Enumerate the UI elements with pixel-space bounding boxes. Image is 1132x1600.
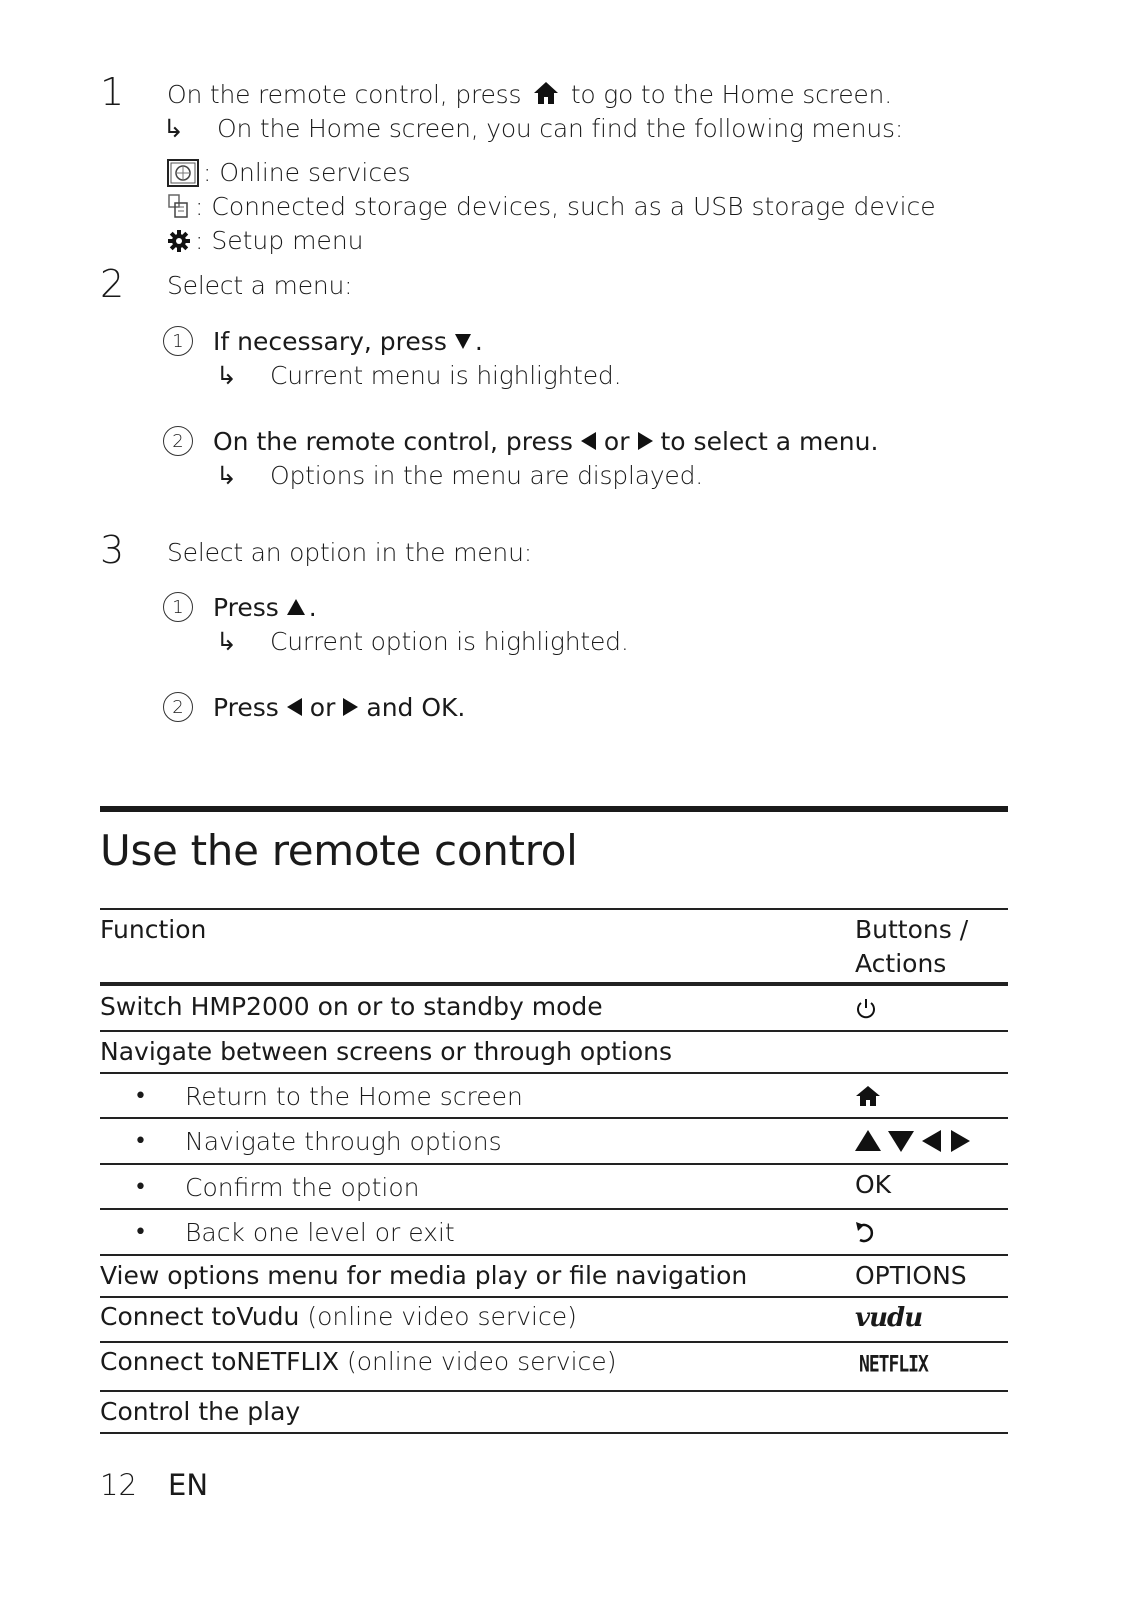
table-row-rule [100, 1030, 1008, 1032]
table-row-rule [100, 1254, 1008, 1256]
table-row-function: Connect toNETFLIX (online video service) [100, 1347, 617, 1376]
result-arrow-icon: ↳ [216, 361, 237, 390]
step-3-text: Select an option in the menu: [167, 538, 532, 567]
table-row-function: Control the play [100, 1397, 301, 1426]
right-arrow-icon [343, 698, 358, 716]
right-arrow-icon [638, 432, 653, 450]
substep-number: 1 [163, 592, 193, 622]
home-icon [855, 1085, 881, 1107]
left-arrow-icon [581, 432, 596, 450]
table-row-function: Connect toVudu (online video service) [100, 1302, 577, 1331]
table-header-buttons: Buttons / [855, 915, 969, 944]
substep-number: 2 [163, 426, 193, 456]
step-2-substep-1: 1 If necessary, press . [163, 326, 483, 356]
section-title: Use the remote control [100, 826, 578, 875]
ok-button-label: OK [855, 1170, 892, 1199]
table-row-function: View options menu for media play or file navigation [100, 1261, 748, 1290]
bullet: • [134, 1084, 147, 1109]
home-icon [533, 81, 559, 105]
bullet: • [134, 1129, 147, 1154]
table-row-rule [100, 1296, 1008, 1298]
table-row-function: Back one level or exit [185, 1218, 455, 1247]
online-services-icon [167, 159, 199, 187]
bullet: • [134, 1220, 147, 1245]
table-row-function: Return to the Home screen [185, 1082, 523, 1111]
table-top-rule [100, 908, 1008, 910]
table-header-function: Function [100, 915, 207, 944]
table-row-rule [100, 1163, 1008, 1165]
table-header-actions: Actions [855, 949, 947, 978]
bullet: • [134, 1175, 147, 1200]
table-row-rule [100, 1117, 1008, 1119]
result-arrow-icon: ↳ [216, 461, 237, 490]
table-row-rule [100, 1072, 1008, 1074]
step-1-text-after: to go to the Home screen. [570, 80, 892, 109]
step-1-result: ↳ On the Home screen, you can find the following menus: [163, 114, 904, 143]
result-arrow-icon: ↳ [163, 114, 184, 143]
netflix-logo: NETFLIX [859, 1351, 928, 1378]
section-divider [100, 806, 1008, 812]
page-number: 12 [100, 1468, 137, 1502]
step-3-substep-1: 1 Press . [163, 592, 317, 622]
table-bottom-rule [100, 1432, 1008, 1434]
table-header-rule [100, 982, 1008, 986]
result-arrow-icon: ↳ [216, 627, 237, 656]
step-1-text-before: On the remote control, press [167, 80, 522, 109]
step-number-2: 2 [100, 262, 125, 306]
table-row-rule [100, 1341, 1008, 1343]
down-arrow-icon [455, 334, 471, 349]
menu-online-services: : Online services [167, 158, 411, 187]
language-code: EN [168, 1468, 209, 1502]
step-2-text: Select a menu: [167, 271, 353, 300]
step-1-text [167, 80, 892, 109]
table-row-function: Navigate through options [185, 1127, 502, 1156]
step-3-substep-2: 2 Press or and OK. [163, 692, 465, 722]
up-arrow-icon [287, 599, 305, 615]
back-icon [855, 1221, 877, 1245]
step-number-3: 3 [100, 528, 125, 572]
step-3-substep-1-result: ↳ Current option is highlighted. [216, 627, 629, 656]
vudu-logo: vudu [855, 1303, 923, 1333]
substep-number: 1 [163, 326, 193, 356]
storage-device-icon [167, 193, 191, 221]
step-2-substep-2: 2 On the remote control, press or to select a menu. [163, 426, 878, 456]
options-button-label: OPTIONS [855, 1261, 967, 1290]
menu-storage-devices: : Connected storage devices, such as a USB storage device [167, 192, 936, 221]
table-row-function: Navigate between screens or through options [100, 1037, 672, 1066]
substep-number: 2 [163, 692, 193, 722]
gear-icon [167, 229, 191, 253]
menu-setup: : Setup menu [167, 226, 364, 255]
step-2-substep-2-result: ↳ Options in the menu are displayed. [216, 461, 704, 490]
left-arrow-icon [287, 698, 302, 716]
power-icon [855, 998, 877, 1020]
step-number-1: 1 [100, 70, 125, 114]
arrow-keys-icon [855, 1129, 973, 1153]
table-row-rule [100, 1390, 1008, 1392]
table-row-function: Switch HMP2000 on or to standby mode [100, 992, 603, 1021]
table-row-rule [100, 1208, 1008, 1210]
table-row-function: Confirm the option [185, 1173, 420, 1202]
step-2-substep-1-result: ↳ Current menu is highlighted. [216, 361, 622, 390]
